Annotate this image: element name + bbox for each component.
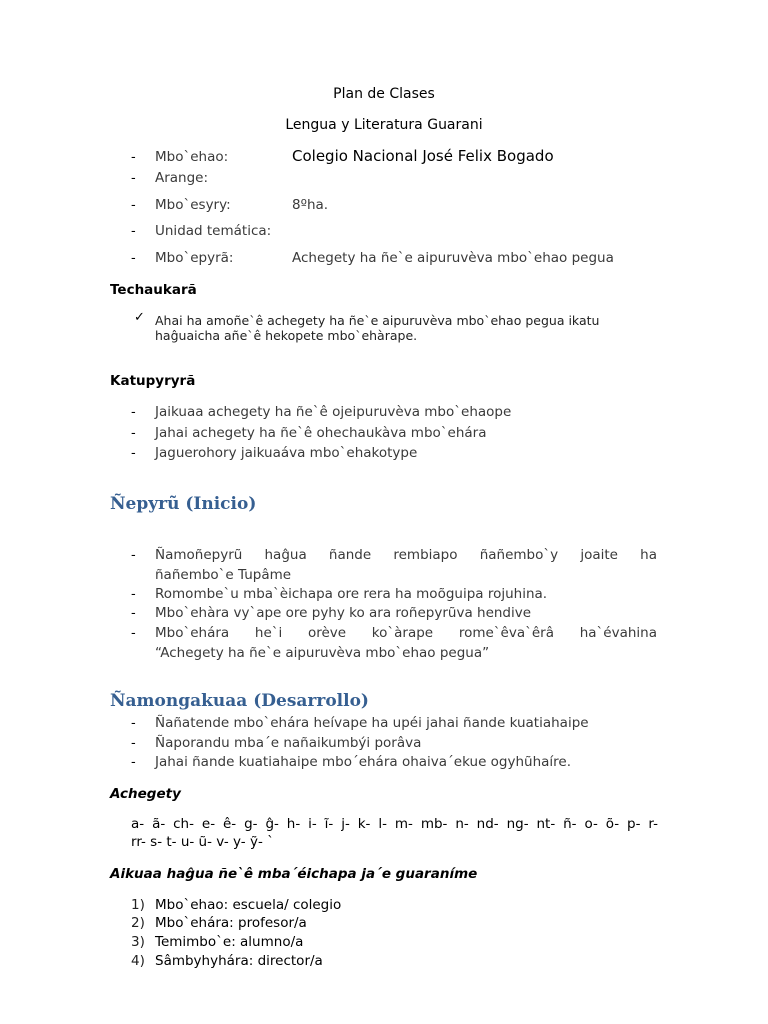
- desarrollo-item: Ñaporandu mba´e nañaikumbýi porâva: [155, 735, 422, 751]
- vocab-number: 2): [131, 915, 145, 931]
- info-dash: -: [131, 251, 136, 266]
- info-label-grade: Mbo`esyry:: [155, 197, 231, 213]
- word: rembiapo: [393, 547, 458, 563]
- inicio-item-1-line2: ñañembo`e Tupâme: [155, 567, 292, 583]
- alphabet-letter: k-: [357, 816, 371, 832]
- word: ñande: [328, 547, 372, 563]
- alphabet-letter: nt-: [536, 816, 556, 832]
- vocab-number: 3): [131, 934, 145, 950]
- skills-dash: -: [131, 446, 136, 461]
- info-dash: -: [131, 150, 136, 165]
- alphabet-letter: e-: [201, 816, 216, 832]
- word: joaite: [580, 547, 618, 563]
- info-value-topic: Achegety ha ñe`e aipuruvèva mbo`ehao pegua: [292, 250, 614, 266]
- info-value-school: Colegio Nacional José Felix Bogado: [292, 147, 554, 165]
- info-label-area: Arange:: [155, 170, 209, 186]
- skills-item: Jaguerohory jaikuaáva mbo`ehakotype: [155, 445, 418, 461]
- inicio-dash: -: [131, 626, 136, 641]
- info-dash: -: [131, 171, 136, 186]
- skills-dash: -: [131, 405, 136, 420]
- word: ha`évahina: [579, 625, 657, 641]
- alphabet-letter: g-: [244, 816, 258, 832]
- word: rome`êva`êrâ: [458, 625, 554, 641]
- inicio-dash: -: [131, 587, 136, 602]
- info-value-grade: 8ºha.: [292, 197, 329, 213]
- alphabet-letter: ñ-: [563, 816, 577, 832]
- vocab-number: 1): [131, 897, 145, 913]
- info-label-unit: Unidad temática:: [155, 223, 272, 239]
- alphabet-letter: ng-: [506, 816, 529, 832]
- vocab-item: Mbo`ehao: escuela/ colegio: [155, 897, 342, 913]
- inicio-item-3: Mbo`ehàra vy`ape ore pyhy ko ara roñepyrũva hendive: [155, 605, 532, 621]
- vocab-item: Mbo`ehára: profesor/a: [155, 915, 307, 931]
- alphabet-letter: ĩ-: [324, 816, 334, 832]
- alphabet-letter: p-: [627, 816, 641, 832]
- word: he`i: [254, 625, 283, 641]
- inicio-item-4-line1: [155, 625, 657, 641]
- alphabet-letter: ã-: [152, 816, 166, 832]
- inicio-heading: Ñepyrũ (Inicio): [110, 494, 257, 514]
- document-subtitle: Lengua y Literatura Guarani: [285, 117, 483, 133]
- info-dash: -: [131, 224, 136, 239]
- skills-item: Jahai achegety ha ñe`ê ohechaukàva mbo`ehára: [155, 425, 487, 441]
- word: haĝua: [264, 547, 307, 563]
- word: ko`àrape: [371, 625, 434, 641]
- vocab-number: 4): [131, 953, 145, 969]
- checkmark-icon: ✓: [134, 310, 145, 325]
- alphabet-letter: l-: [378, 816, 387, 832]
- alphabet-letter: m-: [394, 816, 413, 832]
- alphabet-letter: mb-: [420, 816, 448, 832]
- word: ha: [640, 547, 657, 563]
- alphabet-letter: õ-: [605, 816, 620, 832]
- alphabet-letter: i-: [308, 816, 317, 832]
- inicio-item-2: Romombe`u mba`èichapa ore rera ha moõguipa rojuhina.: [155, 586, 548, 602]
- alphabet-letter: ch-: [173, 816, 194, 832]
- inicio-item-4-line2: “Achegety ha ñe`e aipuruvèva mbo`ehao pegua”: [155, 645, 490, 661]
- alphabet-letter: o-: [584, 816, 598, 832]
- objective-text-line2: haĝuaicha añe`ê hekopete mbo`ehàrape.: [155, 328, 418, 343]
- info-label-school: Mbo`ehao:: [155, 149, 229, 165]
- alphabet-letter: r-: [648, 816, 658, 832]
- desarrollo-heading: Ñamongakuaa (Desarrollo): [110, 691, 369, 711]
- objective-text-line1: Ahai ha amoñe`ê achegety ha ñe`e aipuruvèva mbo`ehao pegua ikatu: [155, 313, 600, 328]
- skills-heading: Katupyryrã: [110, 373, 196, 389]
- inicio-item-1-line1: [155, 547, 657, 563]
- alphabet-letter: nd-: [476, 816, 499, 832]
- desarrollo-dash: -: [131, 716, 136, 731]
- desarrollo-dash: -: [131, 736, 136, 751]
- word: ñañembo`y: [479, 547, 559, 563]
- inicio-dash: -: [131, 606, 136, 621]
- vocab-item: Temimbo`e: alumno/a: [155, 934, 304, 950]
- skills-dash: -: [131, 426, 136, 441]
- alphabet-letter: ĝ-: [265, 816, 279, 832]
- alphabet-letter: a-: [131, 816, 145, 832]
- alphabet-letter: j-: [341, 816, 350, 832]
- word: Ñamoñepyrũ: [155, 547, 243, 563]
- info-label-topic: Mbo`epyrã:: [155, 250, 234, 266]
- alphabet-line-1: [131, 816, 658, 832]
- word: Mbo`ehára: [155, 625, 230, 641]
- word: orève: [307, 625, 347, 641]
- vocab-heading: Aikuaa haĝua ñe`ê mba´éichapa ja´e guaraníme: [110, 866, 478, 882]
- objective-heading: Techaukarã: [110, 282, 197, 298]
- document-title: Plan de Clases: [333, 86, 435, 102]
- alphabet-letter: h-: [286, 816, 301, 832]
- alphabet-heading: Achegety: [110, 786, 181, 802]
- alphabet-line-2: rr- s- t- u- ũ- v- y- ỹ- `: [131, 834, 274, 850]
- desarrollo-item: Ñañatende mbo`ehára heívape ha upéi jahai ñande kuatiahaipe: [155, 715, 589, 731]
- desarrollo-item: Jahai ñande kuatiahaipe mbo´ehára ohaiva´ekue ogyhũhaíre.: [155, 754, 572, 770]
- info-dash: -: [131, 198, 136, 213]
- desarrollo-dash: -: [131, 755, 136, 770]
- vocab-item: Sâmbyhyhára: director/a: [155, 953, 323, 969]
- inicio-dash: -: [131, 548, 136, 563]
- alphabet-letter: n-: [455, 816, 469, 832]
- alphabet-letter: ê-: [222, 816, 237, 832]
- skills-item: Jaikuaa achegety ha ñe`ê ojeipuruvèva mbo`ehaope: [155, 404, 512, 420]
